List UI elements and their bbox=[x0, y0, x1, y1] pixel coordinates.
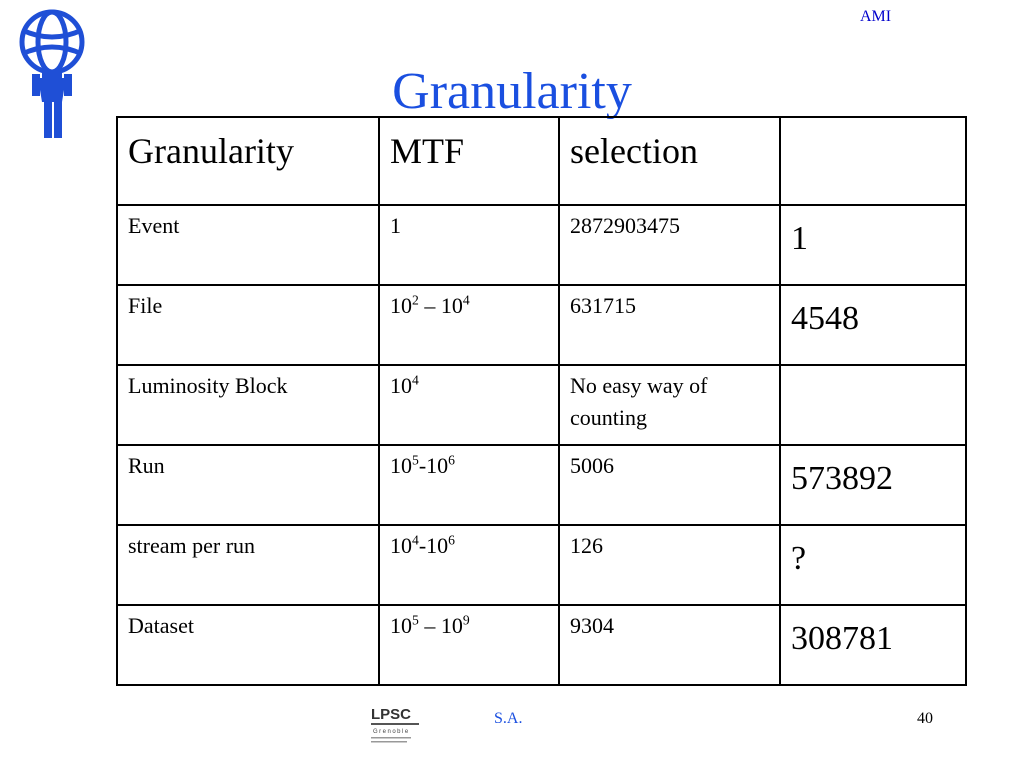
selection-cell: 2872903475 bbox=[559, 205, 780, 285]
selection-cell: 9304 bbox=[559, 605, 780, 685]
mtf-cell: $10^4-10^6$ bbox=[379, 525, 559, 605]
header-cell: selection bbox=[559, 117, 780, 205]
table-row bbox=[117, 525, 966, 605]
lpsc-logo bbox=[368, 702, 422, 746]
header-tag: AMI bbox=[860, 8, 892, 25]
footer-author: S.A. bbox=[494, 710, 523, 727]
granularity-cell: Run bbox=[117, 445, 379, 525]
header-cell: MTF bbox=[379, 117, 559, 205]
mtf-cell: $10^2 - 10^4$ bbox=[379, 285, 559, 365]
mtf-cell: $10^5 - 10^9$ bbox=[379, 605, 559, 685]
granularity-cell: Luminosity Block bbox=[117, 365, 379, 445]
count-cell bbox=[780, 365, 966, 445]
table-row bbox=[117, 285, 966, 365]
table-row bbox=[117, 605, 966, 685]
selection-cell: 631715 bbox=[559, 285, 780, 365]
table-row bbox=[117, 205, 966, 285]
header-cell: Granularity bbox=[117, 117, 379, 205]
granularity-table bbox=[116, 116, 967, 686]
count-cell: 573892 bbox=[780, 445, 966, 525]
granularity-cell: Dataset bbox=[117, 605, 379, 685]
page-title: Granularity bbox=[392, 63, 632, 120]
table-row bbox=[117, 365, 966, 445]
table-header-row bbox=[117, 117, 966, 205]
selection-cell: No easy way of counting bbox=[559, 365, 780, 445]
count-cell: 308781 bbox=[780, 605, 966, 685]
lpsc-logo-subtext: Grenoble bbox=[373, 729, 410, 735]
mtf-cell: 1 bbox=[379, 205, 559, 285]
mtf-cell: $10^4$ bbox=[379, 365, 559, 445]
header-cell bbox=[780, 117, 966, 205]
mtf-cell: $10^5-10^6$ bbox=[379, 445, 559, 525]
granularity-cell: File bbox=[117, 285, 379, 365]
selection-cell: 126 bbox=[559, 525, 780, 605]
count-cell: 4548 bbox=[780, 285, 966, 365]
granularity-cell: stream per run bbox=[117, 525, 379, 605]
page-number: 40 bbox=[917, 710, 933, 727]
count-cell: 1 bbox=[780, 205, 966, 285]
lpsc-logo-text: LPSC bbox=[371, 706, 412, 723]
table-row bbox=[117, 445, 966, 525]
selection-cell: 5006 bbox=[559, 445, 780, 525]
granularity-cell: Event bbox=[117, 205, 379, 285]
count-cell: ? bbox=[780, 525, 966, 605]
